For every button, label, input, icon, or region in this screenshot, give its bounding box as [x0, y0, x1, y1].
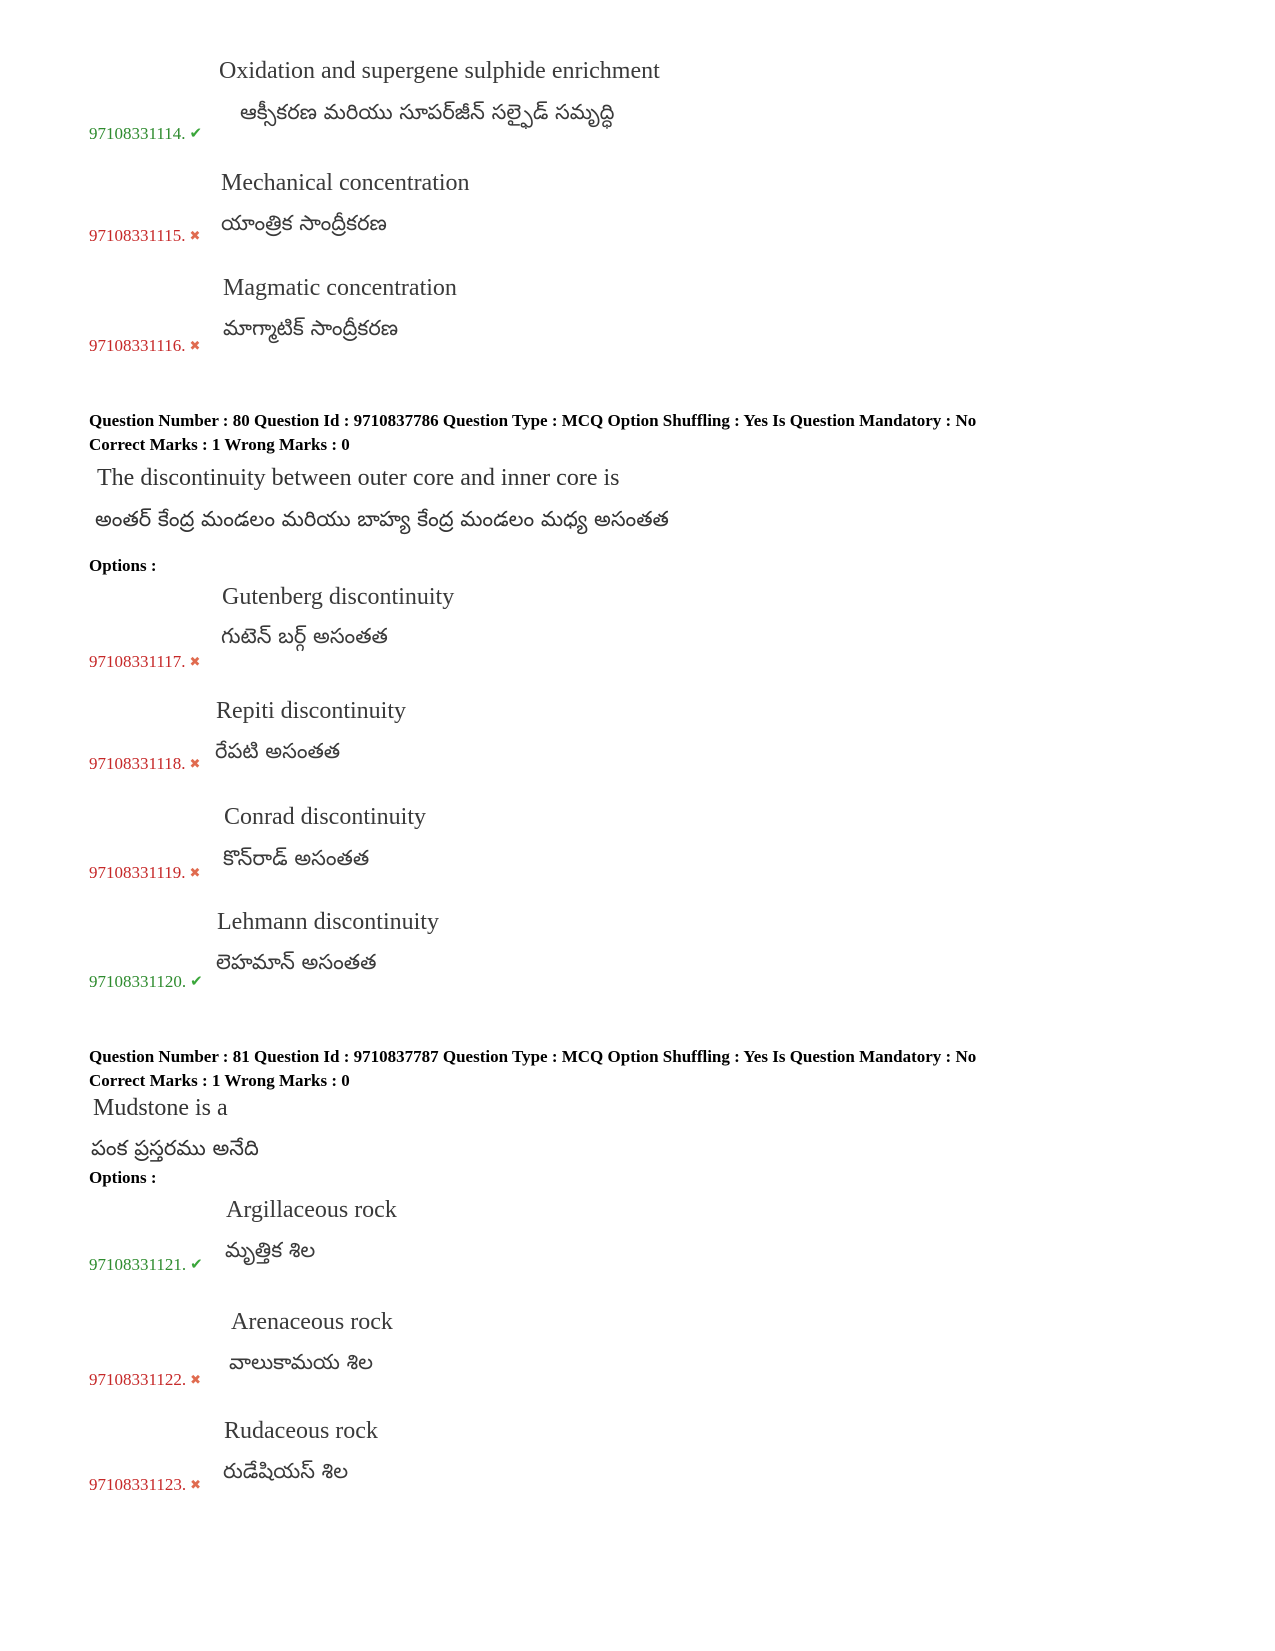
option-id: 97108331119. [89, 863, 186, 882]
option-text-en: Magmatic concentration [223, 275, 457, 301]
question-text-te: పంక ప్రస్తరము అనేది [91, 1136, 259, 1160]
option-text-en: Oxidation and supergene sulphide enrichment [219, 58, 660, 84]
option-text-te: మృత్తిక శిల [225, 1238, 316, 1262]
cross-mark-icon: ✖ [189, 757, 201, 772]
option-text-te: కొన్‌రాడ్ అసంతత [223, 846, 370, 870]
cross-mark-icon: ✖ [190, 1478, 202, 1493]
question-marks: Correct Marks : 1 Wrong Marks : 0 [89, 1071, 350, 1090]
question-text-te: అంతర్ కేంద్ర మండలం మరియు బాహ్య కేంద్ర మండలం మధ్య అసంతత [95, 507, 669, 531]
question-header: Question Number : 81 Question Id : 9710837787 Question Type : MCQ Option Shuffling : Yes Is Question Mandatory : No [89, 1047, 977, 1066]
option-id: 97108331115. [89, 226, 186, 245]
option-text-te: రేపటి అసంతత [215, 739, 341, 763]
option-id: 97108331116. [89, 336, 186, 355]
option-text-te: లెహమాన్ అసంతత [216, 950, 377, 974]
option-text-te: మాగ్మాటిక్ సాంద్రీకరణ [223, 316, 399, 340]
option-text-en: Conrad discontinuity [224, 804, 426, 830]
option-id-row [89, 336, 200, 356]
option-text-en: Rudaceous rock [224, 1418, 378, 1444]
options-label: Options : [89, 1168, 157, 1187]
option-id-row [89, 652, 200, 672]
question-marks: Correct Marks : 1 Wrong Marks : 0 [89, 435, 350, 454]
option-id-row [89, 1475, 201, 1495]
cross-mark-icon: ✖ [190, 1373, 202, 1388]
option-id: 97108331122. [89, 1370, 187, 1389]
option-id: 97108331123. [89, 1475, 187, 1494]
option-text-en: Repiti discontinuity [216, 698, 406, 724]
option-id-row [89, 124, 202, 144]
check-mark-icon: ✔ [190, 972, 203, 990]
option-text-en: Mechanical concentration [221, 170, 470, 196]
option-text-te: ఆక్సీకరణ మరియు సూపర్‌జీన్ సల్ఫైడ్ సమృద్ధి [240, 100, 615, 124]
option-id-row [89, 863, 200, 883]
option-id-row [89, 226, 200, 246]
question-text-en: Mudstone is a [93, 1095, 228, 1121]
options-label: Options : [89, 556, 157, 575]
option-id-row [89, 1370, 201, 1390]
option-text-en: Gutenberg discontinuity [222, 584, 455, 610]
option-id-row [89, 754, 200, 774]
option-text-te: యాంత్రిక సాంద్రీకరణ [221, 211, 387, 235]
option-id: 97108331121. [89, 1255, 187, 1274]
option-id: 97108331114. [89, 124, 186, 143]
option-id-row [89, 972, 203, 992]
option-text-te: వాలుకామయ శిల [229, 1350, 374, 1374]
cross-mark-icon: ✖ [189, 229, 201, 244]
option-text-te: రుడేషియస్ శిల [223, 1459, 349, 1483]
question-header: Question Number : 80 Question Id : 9710837786 Question Type : MCQ Option Shuffling : Yes Is Question Mandatory : No [89, 411, 977, 430]
cross-mark-icon: ✖ [189, 655, 201, 670]
question-text-en: The discontinuity between outer core and inner core is [97, 465, 620, 491]
option-text-en: Arenaceous rock [231, 1309, 393, 1335]
option-text-en: Lehmann discontinuity [217, 909, 439, 935]
cross-mark-icon: ✖ [189, 339, 201, 354]
check-mark-icon: ✔ [189, 124, 203, 142]
option-id: 97108331120. [89, 972, 187, 991]
option-id-row [89, 1255, 203, 1275]
option-text-te: గుటెన్ బర్గ్ అసంతత [221, 624, 388, 648]
option-id: 97108331118. [89, 754, 186, 773]
option-text-en: Argillaceous rock [226, 1197, 397, 1223]
check-mark-icon: ✔ [190, 1255, 203, 1273]
option-id: 97108331117. [89, 652, 186, 671]
cross-mark-icon: ✖ [189, 866, 201, 881]
